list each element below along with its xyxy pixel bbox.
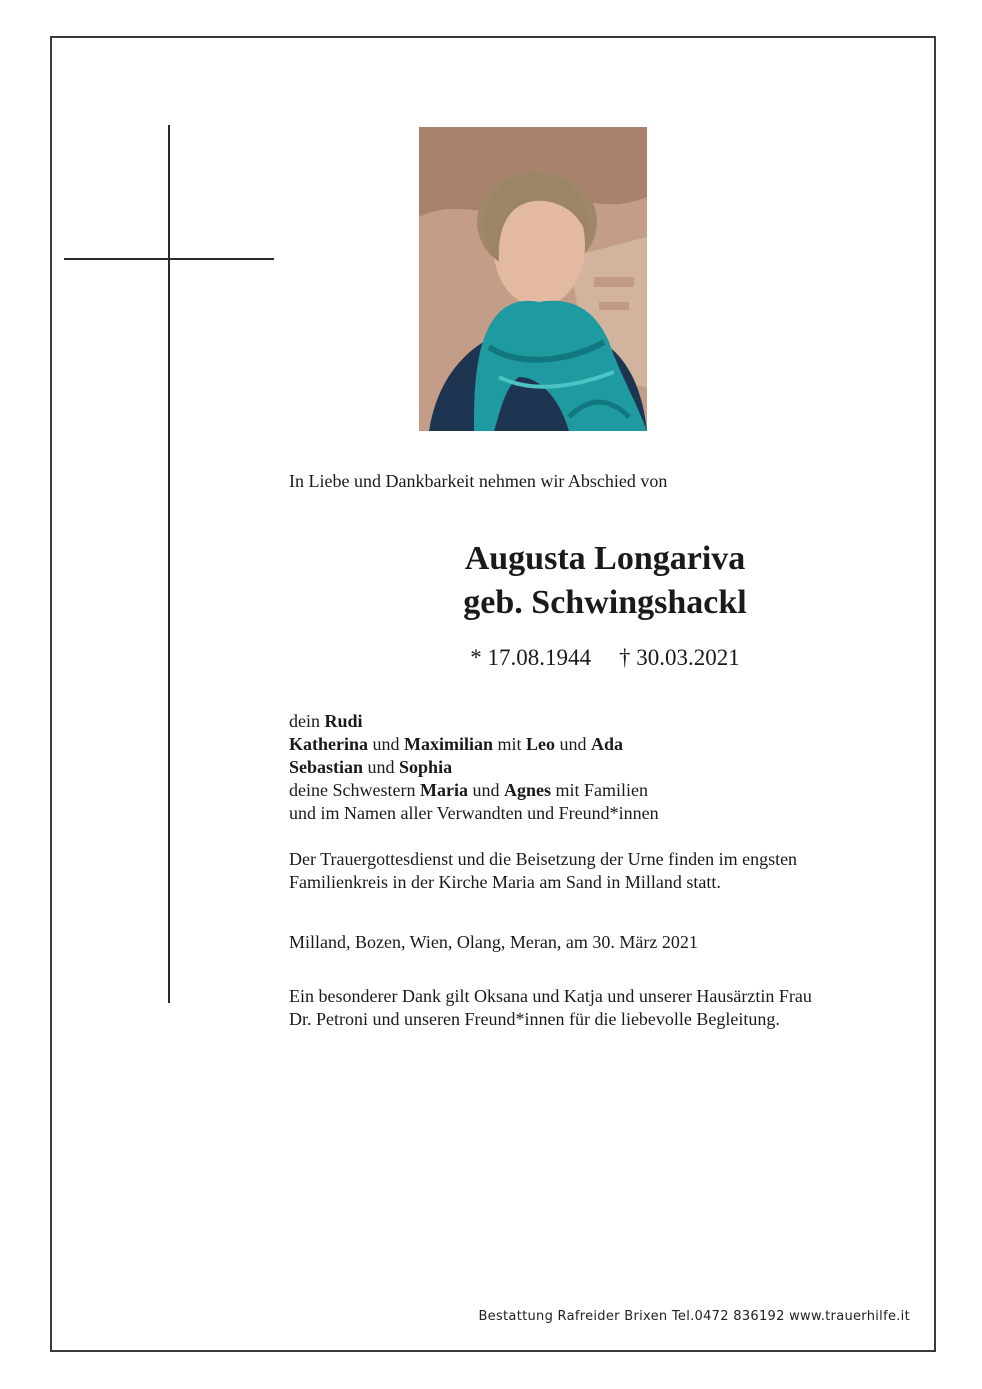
intro-text: In Liebe und Dankbarkeit nehmen wir Abschied von xyxy=(289,471,668,491)
deceased-name-block xyxy=(420,537,790,625)
place-and-date: Milland, Bozen, Wien, Olang, Meran, am 30. März 2021 xyxy=(289,932,698,952)
cross-horizontal-bar xyxy=(64,258,274,260)
deceased-name: Augusta Longariva xyxy=(464,540,746,577)
deceased-birth-name: geb. Schwingshackl xyxy=(463,584,747,621)
thanks-paragraph: Ein besonderer Dank gilt Oksana und Katja und unserer Hausärztin Frau Dr. Petroni und unseren Freund*innen für die liebevolle Begleitung. xyxy=(289,986,812,1029)
life-dates xyxy=(420,645,790,671)
birth-date: * 17.08.1944 xyxy=(470,645,591,670)
mourner-line: deine Schwestern Maria und Agnes mit Familien xyxy=(289,780,648,800)
portrait-photo xyxy=(419,127,647,431)
death-date: † 30.03.2021 xyxy=(619,645,740,670)
mourner-line: Sebastian und Sophia xyxy=(289,757,453,777)
cross-vertical-bar xyxy=(168,125,170,1003)
mourner-line: dein Rudi xyxy=(289,711,363,731)
mourner-line: Katherina und Maximilian mit Leo und Ada xyxy=(289,734,624,754)
funeral-home-footer: Bestattung Rafreider Brixen Tel.0472 836192 www.trauerhilfe.it xyxy=(478,1309,910,1324)
service-announcement: Der Trauergottesdienst und die Beisetzung der Urne finden im engsten Familienkreis in der Kirche Maria am Sand in Milland statt. xyxy=(289,849,798,892)
mourners-list xyxy=(289,710,659,825)
mourner-line: und im Namen aller Verwandten und Freund*innen xyxy=(289,803,659,823)
